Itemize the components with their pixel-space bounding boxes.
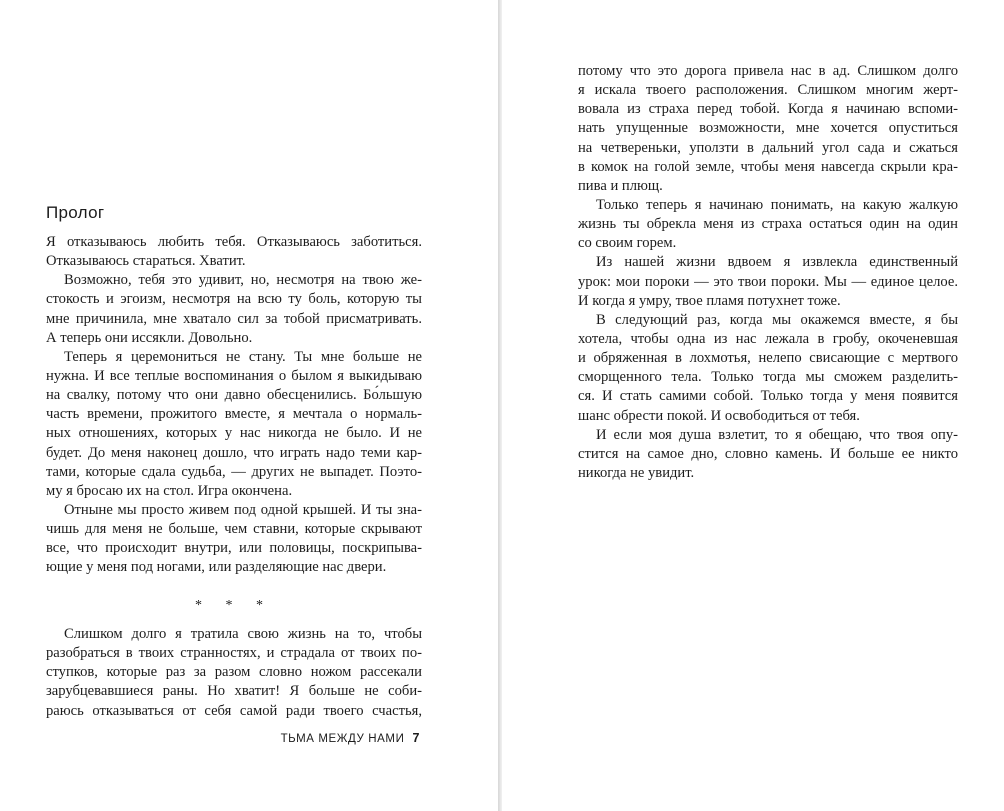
- text-line: тами, которые сдала судьба, — других не выпадет. Поэто-: [46, 463, 422, 480]
- text-line: в комок на голой земле, чтобы меня навсегда скрыли кра-: [578, 158, 958, 175]
- text-line: урок: мои пороки — это твои пороки. Мы — единое целое.: [578, 273, 958, 290]
- text-line: В следующий раз, когда мы окажемся вместе, я бы: [596, 311, 958, 328]
- text-line: Возможно, тебя это удивит, но, несмотря на твою же-: [64, 272, 422, 289]
- chapter-title: Пролог: [46, 203, 105, 222]
- text-line: пива и плющ.: [578, 177, 663, 194]
- text-line: часть времени, прожитого вместе, я мечтала о нормаль-: [46, 406, 422, 423]
- text-line: будет. До меня наконец дошло, что играть надо теми кар-: [46, 444, 422, 461]
- text-line: Отказываюсь стараться. Хватит.: [46, 253, 246, 270]
- text-line: мне причинила, мне хватало сил за тобой присматривать.: [46, 310, 422, 327]
- right-text-column: [578, 62, 958, 483]
- text-line: нать упущенные возможности, мне хочется опуститься: [578, 120, 958, 137]
- text-line: Отныне мы просто живем под одной крышей. И ты зна-: [64, 501, 422, 518]
- running-footer: [281, 731, 420, 745]
- text-line: я искала твоего расположения. Слишком многим жерт-: [578, 82, 958, 99]
- text-line: зарубцевавшиеся раны. Но хватит! Я больше не соби-: [46, 683, 422, 700]
- text-line: Теперь я церемониться не стану. Ты мне больше не: [64, 348, 422, 365]
- page-number: 7: [412, 731, 420, 745]
- text-line: жизнь ты обрекла меня из страха остаться один на один: [578, 216, 958, 233]
- text-line: вовала из страха перед тобой. Когда я начинаю вспоми-: [578, 101, 958, 118]
- text-line: на свалку, потому что они давно обесценились. Бо́льшую: [46, 387, 422, 404]
- text-line: стокость и эгоизм, несмотря на всю ту боль, которую ты: [46, 291, 422, 308]
- text-line: и обряженная в лохмотья, нелепо свисающие с мертвого: [578, 350, 958, 367]
- text-line: И если моя душа взлетит, то я обещаю, что твоя опу-: [596, 426, 958, 443]
- text-line: раюсь отказываться от себя самой ради твоего счастья,: [46, 702, 422, 719]
- text-line: ся. И стать самими собой. Только тогда у меня появится: [578, 388, 958, 405]
- text-line: сморщенного тела. Только тогда мы сможем разделить-: [578, 369, 958, 386]
- text-line: ступков, которые раз за разом словно ножом рассекали: [46, 664, 422, 681]
- text-line: все, что происходит внутри, или половицы, поскрипыва-: [46, 540, 422, 557]
- text-line: А теперь они иссякли. Довольно.: [46, 329, 253, 346]
- text-line: разобраться в твоих странностях, и страдала от твоих по-: [46, 645, 422, 662]
- text-line: на четвереньки, уползти в дальний угол сада и сжаться: [578, 139, 958, 156]
- text-line: чишь для меня не больше, чем ставни, которые скрывают: [46, 521, 422, 538]
- text-line: Я отказываюсь любить тебя. Отказываюсь заботиться.: [46, 234, 422, 250]
- running-title: ТЬМА МЕЖДУ НАМИ: [280, 733, 405, 745]
- text-line: И когда я умру, твое пламя потухнет тоже.: [578, 292, 841, 309]
- text-line: му я бросаю их на стол. Игра окончена.: [46, 482, 293, 499]
- text-line: шанс обрести покой. И освободиться от тебя.: [578, 407, 860, 424]
- left-page: [0, 0, 498, 811]
- text-line: хотела, чтобы одна из нас лежала в гробу, окоченевшая: [578, 330, 958, 347]
- text-line: ющие у меня под ногами, или разделяющие нас двери.: [46, 559, 387, 576]
- section-separator: * * *: [195, 598, 273, 613]
- left-text-section-2: [46, 625, 422, 721]
- text-line: Только теперь я начинаю понимать, на какую жалкую: [596, 196, 958, 213]
- text-line: Слишком долго я тратила свою жизнь на то, чтобы: [64, 626, 422, 642]
- text-line: со своим горем.: [578, 235, 677, 252]
- text-line: никогда не увидит.: [578, 464, 695, 481]
- text-line: ных отношениях, которых у нас никогда не было. И не: [46, 425, 422, 442]
- text-line: потому что это дорога привела нас в ад. Слишком долго: [578, 63, 958, 79]
- text-line: стится на самое дно, словно камень. И больше ее никто: [578, 445, 958, 462]
- text-line: нужна. И все теплые воспоминания о былом я выкидываю: [46, 367, 422, 384]
- left-text-section-1: [46, 233, 422, 578]
- text-line: Из нашей жизни вдвоем я извлекла единственный: [596, 254, 958, 271]
